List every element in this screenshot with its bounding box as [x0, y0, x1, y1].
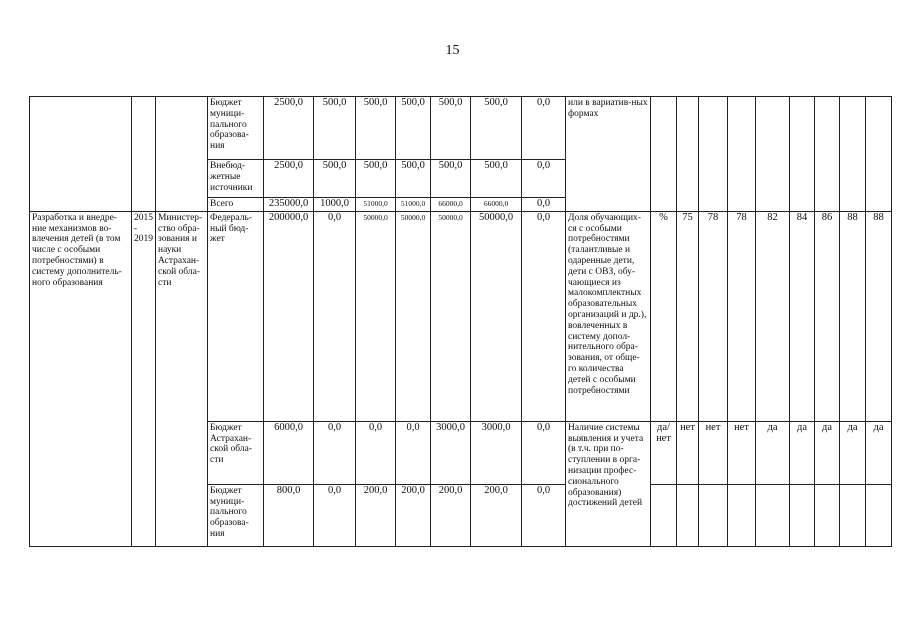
- value-2019: 66000,0: [471, 198, 522, 212]
- value-total: 800,0: [264, 484, 314, 546]
- page-number: 15: [445, 43, 460, 58]
- value-2020: 0,0: [522, 160, 566, 198]
- year-cell-empty: [699, 484, 728, 546]
- year-cell-empty: [677, 484, 699, 546]
- value-2015: 1000,0: [314, 198, 356, 212]
- year-cell-empty: [756, 484, 790, 546]
- funding-source: Бюджет муници-пального образова-ния: [208, 484, 264, 546]
- value-2018: 66000,0: [431, 198, 471, 212]
- value-2017: 0,0: [396, 421, 431, 484]
- value-total: 2500,0: [264, 97, 314, 160]
- value-2017: 500,0: [396, 97, 431, 160]
- value-total: 6000,0: [264, 421, 314, 484]
- value-2018: 200,0: [431, 484, 471, 546]
- indicator-value: 82: [756, 211, 790, 421]
- year-cell-empty: [840, 97, 866, 212]
- value-2019: 3000,0: [471, 421, 522, 484]
- table-row: [30, 97, 892, 160]
- value-total: 2500,0: [264, 160, 314, 198]
- value-2016: 0,0: [356, 421, 396, 484]
- value-2020: 0,0: [522, 97, 566, 160]
- indicator-value: да: [866, 421, 892, 484]
- indicator-value: да: [756, 421, 790, 484]
- value-2017: 50000,0: [396, 211, 431, 421]
- funding-source: Бюджет Астрахан-ской обла-сти: [208, 421, 264, 484]
- indicator-value: нет: [728, 421, 756, 484]
- year-cell-empty: [728, 484, 756, 546]
- value-total: 200000,0: [264, 211, 314, 421]
- value-2016: 51000,0: [356, 198, 396, 212]
- indicator-value: да: [840, 421, 866, 484]
- value-2016: 500,0: [356, 97, 396, 160]
- value-2018: 3000,0: [431, 421, 471, 484]
- indicator-value: нет: [677, 421, 699, 484]
- activity-executor: Министер-ство обра-зования и науки Астрахан-ской обла-сти: [156, 211, 208, 546]
- period-cell-empty: [132, 97, 156, 212]
- year-cell-empty: [699, 97, 728, 212]
- activity-name: Разработка и внедре-ние механизмов во-влечения детей (в том числе с особыми потребностями) в систему дополнитель-ного образования: [30, 211, 132, 546]
- value-total: 235000,0: [264, 198, 314, 212]
- year-cell-empty: [866, 97, 892, 212]
- indicator-value: нет: [699, 421, 728, 484]
- value-2020: 0,0: [522, 421, 566, 484]
- value-2019: 50000,0: [471, 211, 522, 421]
- unit-cell-empty: [651, 484, 677, 546]
- value-2015: 0,0: [314, 421, 356, 484]
- indicator-text: Наличие системы выявления и учета (в т.ч. при по-ступлении в орга-низации профес-сионального образования) достижений детей: [566, 421, 651, 546]
- year-cell-empty: [756, 97, 790, 212]
- indicator-value: 88: [866, 211, 892, 421]
- year-cell-empty: [840, 484, 866, 546]
- indicator-value: 78: [699, 211, 728, 421]
- year-cell-empty: [815, 484, 840, 546]
- table-row: [30, 211, 892, 421]
- executor-cell-empty: [156, 97, 208, 212]
- value-2015: 500,0: [314, 97, 356, 160]
- value-2019: 500,0: [471, 97, 522, 160]
- indicator-value: да: [790, 421, 815, 484]
- indicator-value: 78: [728, 211, 756, 421]
- activity-cell-empty: [30, 97, 132, 212]
- activity-period: 2015 - 2019: [132, 211, 156, 546]
- value-2017: 500,0: [396, 160, 431, 198]
- year-cell-empty: [815, 97, 840, 212]
- indicator-value: 88: [840, 211, 866, 421]
- indicator-value: 86: [815, 211, 840, 421]
- value-2018: 500,0: [431, 97, 471, 160]
- value-2016: 500,0: [356, 160, 396, 198]
- value-2020: 0,0: [522, 484, 566, 546]
- year-cell-empty: [790, 97, 815, 212]
- value-2017: 51000,0: [396, 198, 431, 212]
- indicator-text: Доля обучающих-ся с особыми потребностями (талантливые и одаренные дети, дети с ОВЗ, обу-чающиеся из малокомплектных образовательных организаций и др.), вовлеченных в систему допол-нительного обра-зования, от обще-го количества детей с особыми потребностями: [566, 211, 651, 421]
- funding-source: Всего: [208, 198, 264, 212]
- indicator-text-top: или в вариатив-ных формах: [566, 97, 651, 212]
- value-2017: 200,0: [396, 484, 431, 546]
- indicator-unit: %: [651, 211, 677, 421]
- funding-source: Федераль-ный бюд-жет: [208, 211, 264, 421]
- indicator-value: 84: [790, 211, 815, 421]
- indicator-value: 75: [677, 211, 699, 421]
- value-2015: 500,0: [314, 160, 356, 198]
- value-2019: 500,0: [471, 160, 522, 198]
- value-2018: 50000,0: [431, 211, 471, 421]
- year-cell-empty: [866, 484, 892, 546]
- indicator-unit: да/ нет: [651, 421, 677, 484]
- program-table: [29, 96, 892, 547]
- value-2015: 0,0: [314, 211, 356, 421]
- value-2018: 500,0: [431, 160, 471, 198]
- year-cell-empty: [677, 97, 699, 212]
- year-cell-empty: [790, 484, 815, 546]
- funding-source: Бюджет муници-пального образова-ния: [208, 97, 264, 160]
- indicator-value: да: [815, 421, 840, 484]
- value-2016: 200,0: [356, 484, 396, 546]
- unit-cell-empty: [651, 97, 677, 212]
- value-2020: 0,0: [522, 198, 566, 212]
- value-2016: 50000,0: [356, 211, 396, 421]
- value-2019: 200,0: [471, 484, 522, 546]
- value-2020: 0,0: [522, 211, 566, 421]
- funding-source: Внебюд-жетные источники: [208, 160, 264, 198]
- year-cell-empty: [728, 97, 756, 212]
- value-2015: 0,0: [314, 484, 356, 546]
